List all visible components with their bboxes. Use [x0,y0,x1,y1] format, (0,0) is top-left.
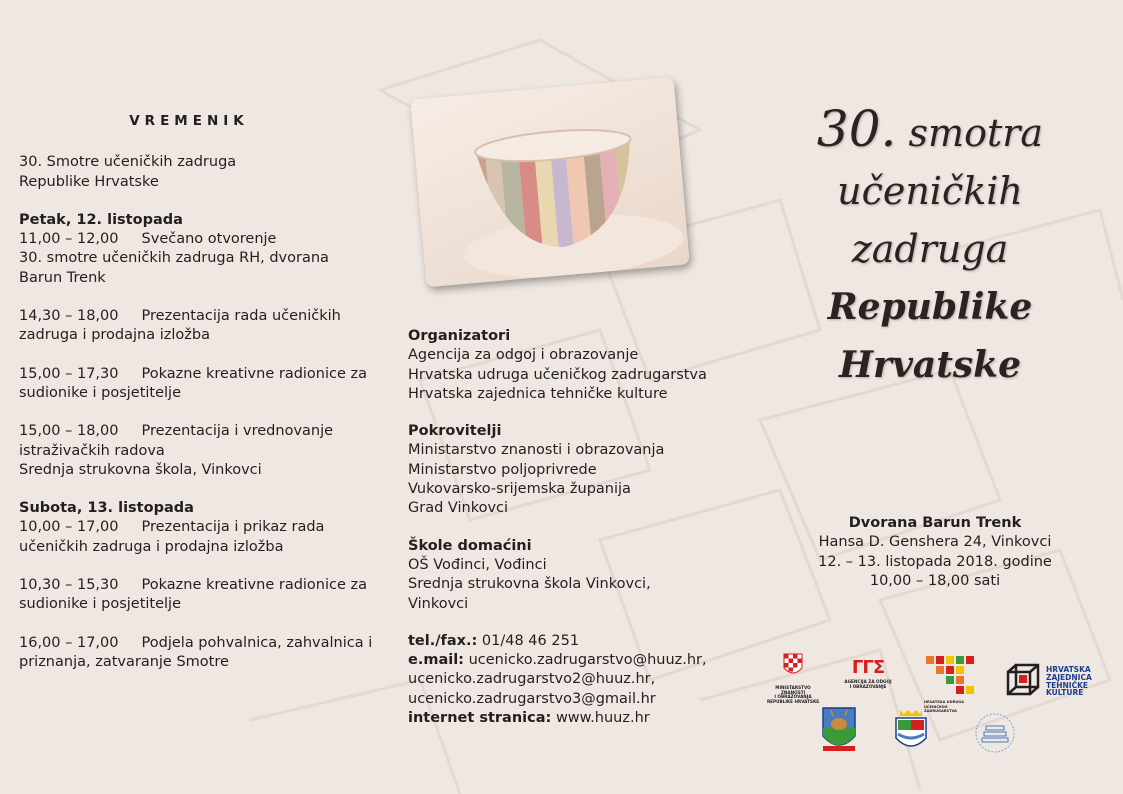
host-item: OŠ Vođinci, Vođinci [408,556,547,573]
logo-caption: I OBRAZOVANJA [774,694,812,700]
logo-caption: AGENCIJA ZA ODGOJ [844,679,892,684]
logo-caption: HRVATSKA UDRUGA UČENIČKOG ZADRUGARSTVA [924,700,964,714]
huuz-logo [924,654,976,714]
logo-caption: REPUBLIKE HRVATSKE [766,698,820,704]
schedule-line: 14,30 – 18,00 Prezentacija rada učeničkih [19,308,341,325]
sponsors-group [408,422,738,518]
schedule-item [19,365,379,404]
schedule-item [19,634,379,673]
email-link[interactable]: ucenicko.zadrugarstvo2@huuz.hr, [408,671,656,688]
day1-block [19,211,379,288]
event-title [790,100,1070,394]
aoo-logo [838,656,898,689]
info-column [408,327,738,728]
venue-address: Hansa D. Genshera 24, Vinkovci [818,534,1052,551]
vukovar-srijem-county-crest [821,706,857,758]
schedule-line: 15,00 – 18,00 Prezentacija i vrednovanje [19,423,334,440]
intro-line: 30. Smotre učeničkih zadruga [19,154,237,171]
schedule-line: istraživačkih radova [19,442,165,459]
schedule-line: sudionike i posjetitelje [19,596,181,613]
aoo-mark: ΓΓΣ [851,657,885,678]
vinkovci-city-crest [894,708,928,758]
logo-caption: HRVATSKA [1046,665,1091,674]
schedule-line: sudionike i posjetitelje [19,384,181,401]
schedule-intro [19,153,379,192]
school-circle-icon [972,712,1018,754]
sponsor-item: Vukovarsko-srijemska županija [408,481,631,498]
sponsor-item: Ministarstvo poljoprivrede [408,461,597,478]
mzo-logo [765,652,821,704]
email-link[interactable]: ucenicko.zadrugarstvo@huuz.hr, [468,652,707,669]
title-number: 30. [816,100,897,158]
hztk-logo [1004,662,1042,704]
host-item: Vinkovci [408,595,469,612]
cube-icon [1004,662,1042,700]
schedule-column [19,112,379,691]
web-link[interactable]: www.huuz.hr [555,710,650,727]
organizers-title: Organizatori [408,328,511,344]
schedule-line: 10,30 – 15,30 Pokazne kreativne radionice za [19,577,368,594]
email-label: e.mail: [408,652,464,669]
email-link[interactable]: ucenicko.zadrugarstvo3@gmail.hr [408,690,656,707]
title-line: Hrvatske [839,344,1021,386]
day2-block [19,499,379,557]
hztk-text [1046,666,1106,697]
host-item: Srednja strukovna škola Vinkovci, [408,576,651,593]
schedule-line: zadruga i prodajna izložba [19,327,210,344]
title-line: zadruga [851,227,1009,271]
day2-title: Subota, 13. listopada [19,500,194,517]
title-line: Republike [827,286,1033,328]
schedule-item [19,422,379,480]
sponsor-item: Grad Vinkovci [408,500,509,517]
web-label: internet stranica: [408,710,552,727]
schedule-line: 15,00 – 17,30 Pokazne kreativne radionice za [19,365,368,382]
ceramic-bowl-photo [410,77,689,287]
schedule-line: Srednja strukovna škola, Vinkovci [19,461,262,478]
schedule-line: učeničkih zadruga i prodajna izložba [19,538,284,555]
title-line: smotra [908,111,1044,155]
tel-label: tel./fax.: [408,632,478,649]
day1-title: Petak, 12. listopada [19,211,183,228]
schedule-line: 16,00 – 17,00 Podjela pohvalnica, zahvalnica i [19,634,373,651]
logo-caption: TEHNIČKE [1046,680,1089,690]
logo-caption: I OBRAZOVANJE [849,683,887,689]
intro-line: Republike Hrvatske [19,173,159,190]
schedule-line: priznanja, zatvaranje Smotre [19,653,229,670]
schedule-line: 11,00 – 12,00 Svečano otvorenje [19,231,277,248]
hosts-title: Škole domaćini [408,537,532,554]
title-line: učeničkih [837,169,1023,213]
venue-block [790,514,1080,591]
city-crest-icon [894,708,928,754]
schedule-line: Barun Trenk [19,269,106,286]
venue-dates: 12. – 13. listopada 2018. godine [818,553,1052,570]
venue-name: Dvorana Barun Trenk [848,515,1022,531]
logo-caption: KULTURE [1046,688,1084,698]
sponsors-title: Pokrovitelji [408,423,502,440]
organizers-group [408,327,738,404]
school-logo [972,712,1018,758]
schedule-line: 30. smotre učeničkih zadruga RH, dvorana [19,250,329,267]
logo-caption: MINISTARSTVO ZNANOSTI [775,685,811,695]
sponsor-item: Ministarstvo znanosti i obrazovanja [408,442,665,459]
schedule-line: 10,00 – 17,00 Prezentacija i prikaz rada [19,519,325,536]
tel-value[interactable]: 01/48 46 251 [481,632,580,649]
organizer-item: Agencija za odgoj i obrazovanje [408,347,639,364]
bowl-illustration [410,77,689,287]
county-crest-icon [821,706,857,754]
organizer-item: Hrvatska zajednica tehničke kulture [408,385,668,402]
contact-block [408,632,738,728]
venue-hours: 10,00 – 18,00 sati [869,572,1001,589]
hosts-group [408,537,738,614]
huuz-grid-icon [924,654,976,696]
schedule-item [19,576,379,615]
schedule-item [19,307,379,346]
organizer-item: Hrvatska udruga učeničkog zadrugarstva [408,366,707,383]
croatian-coat-of-arms-icon [765,652,821,682]
schedule-heading: VREMENIK [129,113,249,129]
logo-caption: ZAJEDNICA [1046,672,1092,682]
